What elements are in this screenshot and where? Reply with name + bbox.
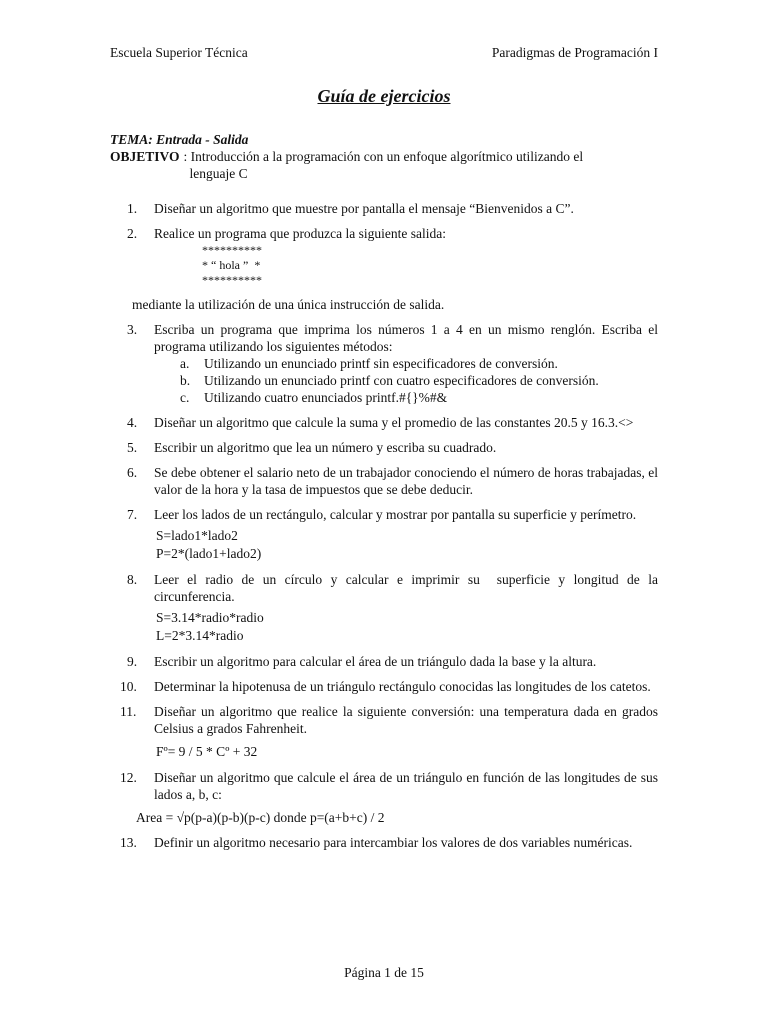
exercise-12-formula: Area = √p(p-a)(p-b)(p-c) donde p=(a+b+c) / 2 <box>136 810 385 825</box>
exercise-13: 13. Definir un algoritmo necesario para intercambiar los valores de dos variables numéricas. <box>120 835 633 850</box>
exercise-4: 4. Diseñar un algoritmo que calcule la suma y el promedio de las constantes 20.5 y 16.3.<> <box>127 415 634 430</box>
exercise-11-formula: Fº= 9 / 5 * Cº + 32 <box>156 744 258 759</box>
exercise-9: 9. Escribir un algoritmo para calcular el área de un triángulo dada la base y la altura. <box>127 654 597 669</box>
exercise-7-formulas: S=lado1*lado2 P=2*(lado1+lado2) <box>156 528 262 561</box>
exercise-3-a: a. Utilizando un enunciado printf sin especificadores de conversión. <box>180 356 558 371</box>
page-title: Guía de ejercicios <box>317 86 451 106</box>
exercise-8: 8. Leer el radio de un círculo y calcular e imprimir su superficie y longitud de la circunferencia. S=3.14*radio*radio L=2*3.14*radio <box>127 572 662 643</box>
exercise-5: 5. Escribir un algoritmo que lea un número y escriba su cuadrado. <box>127 440 497 455</box>
header-school: Escuela Superior Técnica <box>110 45 248 60</box>
exercise-12: 12. Diseñar un algoritmo que calcule el área de un triángulo en función de las longitudes de sus lados a, b, c: <box>120 770 658 802</box>
header-course: Paradigmas de Programación I <box>491 45 658 60</box>
exercise-3-b: b. Utilizando un enunciado printf con cuatro especificadores de conversión. <box>180 373 599 388</box>
exercise-1: 1. Diseñar un algoritmo que muestre por pantalla el mensaje “Bienvenidos a C”. <box>127 201 574 216</box>
page-number: Página 1 de 15 <box>344 965 424 980</box>
exercise-2-note: mediante la utilización de una única instrucción de salida. <box>132 297 445 312</box>
exercise-8-formulas: S=3.14*radio*radio L=2*3.14*radio <box>156 610 264 643</box>
document-body <box>110 131 662 851</box>
exercise-3: 3. Escriba un programa que imprima los números 1 a 4 en un mismo renglón. Escriba el programa utilizando los siguientes métodos: a. Utilizando un enunciado printf sin especificadores de conversión. b. Utilizando un enunciado printf con cuatro especificadores de conversión. c. Utilizando cuatro enunciados printf.#{}%#& <box>127 322 658 405</box>
exercise-11: 11. Diseñar un algoritmo que realice la siguiente conversión: una temperatura dada en grados Celsius a grados Fahrenheit. Fº= 9 / 5 * Cº + 32 <box>120 704 658 759</box>
topic-line: TEMA: Entrada - Salida <box>110 132 249 147</box>
exercise-6: 6. Se debe obtener el salario neto de un trabajador conociendo el número de horas trabajadas, el valor de la hora y la tasa de impuestos que se debe deducir. <box>127 465 658 497</box>
exercise-10: 10. Determinar la hipotenusa de un triángulo rectángulo conocidas las longitudes de los catetos. <box>120 679 651 694</box>
objective-label: OBJETIVO <box>110 149 180 164</box>
sample-output: ********** * “ hola ” * ********** <box>202 243 262 287</box>
exercise-2: 2. Realice un programa que produzca la siguiente salida: <box>127 226 447 241</box>
objective <box>110 148 658 182</box>
exercise-7: 7. Leer los lados de un rectángulo, calcular y mostrar por pantalla su superficie y perímetro. S=lado1*lado2 P=2*(lado1+lado2) <box>110 506 658 563</box>
exercise-3-c: c. Utilizando cuatro enunciados printf.#{}%#& <box>180 390 448 405</box>
objective-text: : Introducción a la programación con un enfoque algorítmico utilizando el lenguaje C <box>183 149 584 181</box>
